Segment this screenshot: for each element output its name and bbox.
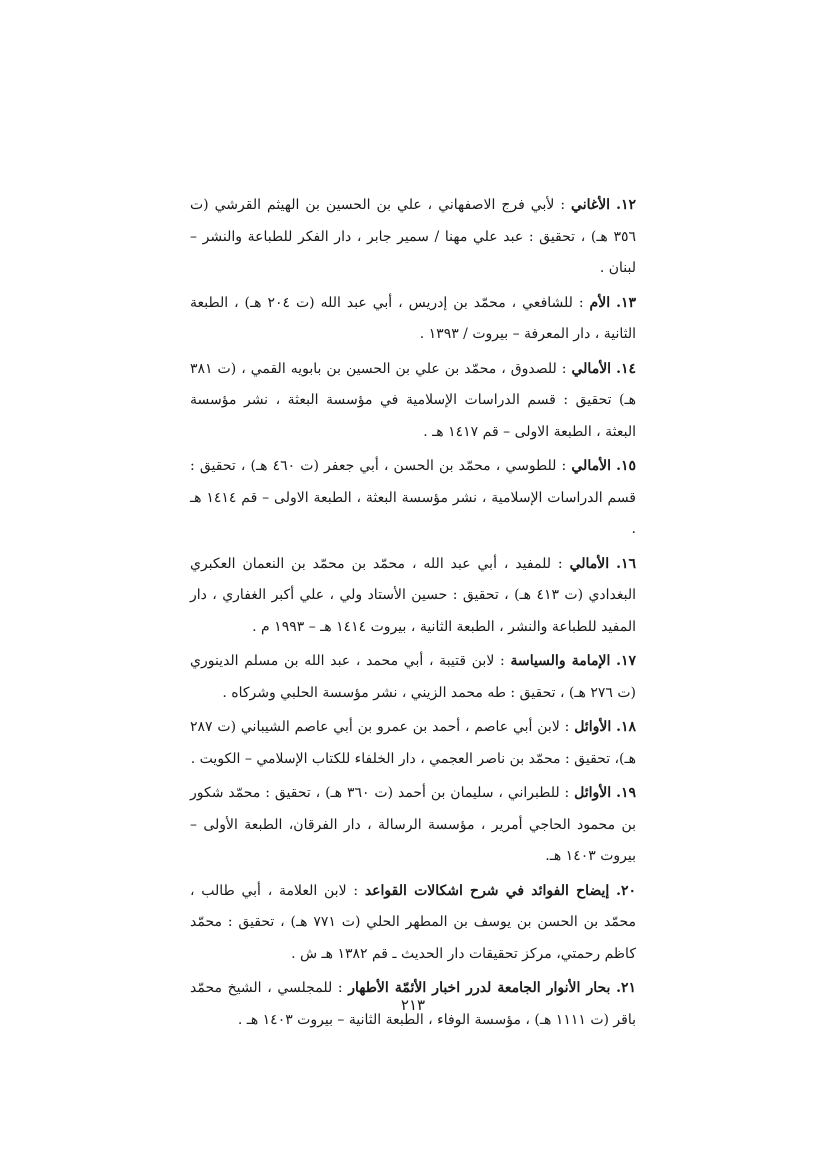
bibliography-entry-13 [190,288,636,351]
bibliography-entry-18 [190,712,636,775]
entry-number: ١٥. [616,458,637,474]
entry-number: ١٧. [616,653,637,669]
entry-text: : للمجلسي ، الشيخ محمّد باقر (ت ١١١١ هـ) ، مؤسسة الوفاء ، الطبعة الثانية – بيروت ١٤٠٣ هـ . [190,980,636,1028]
bibliography-entry-12 [190,190,636,285]
bibliography-entry-15 [190,451,636,546]
entry-title: الإمامة والسياسة [510,653,611,669]
entry-number: ١٤. [616,360,636,377]
entry-title: الأمالي [571,458,611,474]
entry-number: ١٦. [616,555,636,572]
entry-title: الأمالي [569,555,610,572]
bibliography-entry-19 [190,778,636,873]
entry-number: ٢١. [616,980,637,996]
entry-title: الأمالي [571,360,612,377]
entry-title: بحار الأنوار الجامعة لدرر اخبار الأئمّة الأطهار [348,980,611,996]
bibliography-entry-14 [190,354,636,449]
entry-number: ١٩. [616,785,636,801]
entry-text: : لابن العلامة ، أبي طالب ، محمّد بن الحسن بن يوسف بن المطهر الحلي (ت ٧٧١ هـ) ، تحقيق : محمّد كاظم رحمتي، مركز تحقيقات دار الحديث ـ قم ١٣٨٢ هـ ش . [190,882,636,962]
entry-title: الأغاني [571,197,611,213]
entry-text: : للصدوق ، محمّد بن علي بن الحسين بن بابويه القمي ، (ت ٣٨١ هـ) تحقيق : قسم الدراسات الإسلامية في مؤسسة البعثة ، نشر مؤسسة البعثة ، الطبعة الاولى – قم ١٤١٧ هـ . [190,360,636,440]
entry-title: الأوائل [574,785,612,801]
entry-title: الأوائل [574,719,612,735]
bibliography-list [190,190,636,1039]
entry-number: ١٨. [616,719,636,735]
entry-title: الأم [589,294,611,311]
entry-text: : للطوسي ، محمّد بن الحسن ، أبي جعفر (ت ٤٦٠ هـ) ، تحقيق : قسم الدراسات الإسلامية ، نشر مؤسسة البعثة ، الطبعة الاولى – قم ١٤١٤ هـ . [190,458,637,537]
bibliography-entry-20 [190,876,636,971]
bibliography-entry-17 [190,646,636,709]
entry-number: ١٢. [616,197,636,213]
bibliography-entry-16 [190,549,636,644]
entry-text: : للمفيد ، أبي عبد الله ، محمّد بن محمّد بن النعمان العكبري البغدادي (ت ٤١٣ هـ) ، تحقيق : حسين الأستاد ولي ، علي أكبر الغفاري ، دار المفيد للطباعة والنشر ، الطبعة الثانية ، بيروت ١٤١٤ هـ – ١٩٩٣ م . [190,555,637,635]
entry-text: : للشافعي ، محمّد بن إدريس ، أبي عبد الله (ت ٢٠٤ هـ) ، الطبعة الثانية ، دار المعرفة – بيروت / ١٣٩٣ . [190,294,636,342]
entry-text: : لابن أبي عاصم ، أحمد بن عمرو بن أبي عاصم الشيباني (ت ٢٨٧ هـ)، تحقيق : محمّد بن ناصر العجمي ، دار الخلفاء للكتاب الإسلامي – الكويت . [190,719,636,767]
page-number: ٢١٣ [400,996,426,1014]
entry-text: : للطبراني ، سليمان بن أحمد (ت ٣٦٠ هـ) ، تحقيق : محمّد شكور بن محمود الحاجي أمرير ، مؤسسة الرسالة ، دار الفرقان، الطبعة الأولى – بيروت ١٤٠٣ هـ. [190,785,636,864]
entry-text: : لابن قتيبة ، أبي محمد ، عبد الله بن مسلم الدينوري (ت ٢٧٦ هـ) ، تحقيق : طه محمد الزيني ، نشر مؤسسة الحلبي وشركاه . [190,653,636,701]
entry-number: ١٣. [616,294,636,311]
entry-text: : لأبي فرج الاصفهاني ، علي بن الحسين بن الهيثم القرشي (ت ٣٥٦ هـ) ، تحقيق : عبد علي مهنا / سمير جابر ، دار الفكر للطباعة والنشر – لبنان . [190,197,636,276]
entry-title: إيضاح الفوائد في شرح اشكالات القواعد [364,882,610,899]
entry-number: ٢٠. [616,882,637,899]
